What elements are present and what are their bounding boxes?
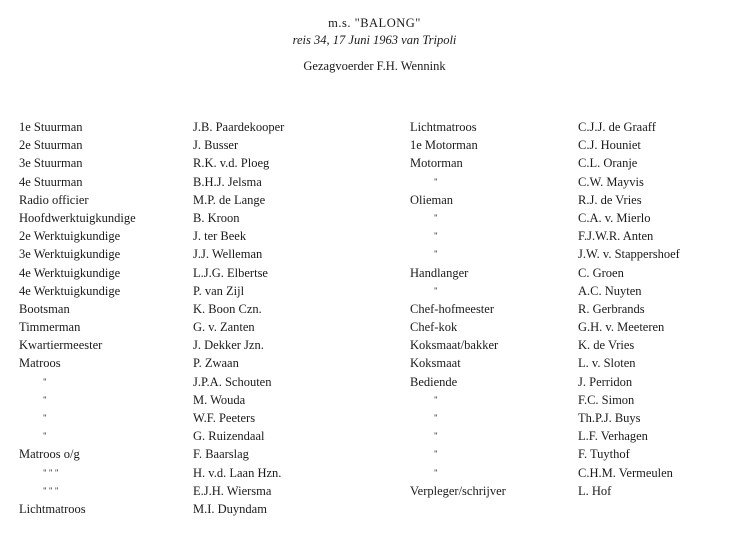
crew-name: L. v. Sloten <box>578 356 636 371</box>
crew-name: J. Busser <box>193 138 239 153</box>
voyage-line: reis 34, 17 Juni 1963 van Tripoli <box>292 33 457 47</box>
ship-name: m.s. "BALONG" <box>328 16 421 30</box>
crew-name: F. Baarslag <box>193 447 249 462</box>
crew-rank: " <box>43 413 47 423</box>
crew-name: C.H.M. Vermeulen <box>578 465 673 480</box>
crew-rank: 4e Stuurman <box>19 174 83 189</box>
crew-rank: " " " <box>43 485 59 496</box>
crew-name: C.J. Houniet <box>578 138 641 153</box>
crew-rank: 1e Stuurman <box>19 120 83 134</box>
crew-rank: 2e Werktuigkundige <box>19 229 121 244</box>
crew-rank: " " " <box>43 467 59 478</box>
crew-name: J.B. Paardekooper <box>193 120 285 134</box>
crew-name: B. Kroon <box>193 210 240 225</box>
crew-rank: " <box>434 431 438 442</box>
crew-name: P. van Zijl <box>193 283 245 298</box>
crew-rank: Matroos o/g <box>19 447 80 462</box>
crew-name: C.L. Oranje <box>578 156 638 171</box>
crew-name: Th.P.J. Buys <box>578 411 641 425</box>
crew-rank: " <box>434 467 438 478</box>
crew-name: C. Groen <box>578 265 624 280</box>
crew-rank: " <box>434 176 438 187</box>
crew-name: B.H.J. Jelsma <box>193 174 262 189</box>
crew-name: J.J. Welleman <box>193 247 263 262</box>
crew-name: J. Perridon <box>578 374 633 389</box>
crew-name: J. Dekker Jzn. <box>193 338 264 353</box>
left-names-column <box>193 118 284 518</box>
crew-name: C.W. Mayvis <box>578 174 644 189</box>
crew-rank: " <box>43 394 47 405</box>
crew-name: L. Hof <box>578 483 612 498</box>
crew-name: G.H. v. Meeteren <box>578 320 665 335</box>
crew-rank: " <box>434 413 438 423</box>
crew-rank: 4e Werktuigkundige <box>19 265 121 280</box>
crew-name: R.K. v.d. Ploeg <box>193 156 270 171</box>
crew-name: R. Gerbrands <box>578 301 645 316</box>
crew-name: L.F. Verhagen <box>578 429 648 444</box>
crew-rank: 2e Stuurman <box>19 138 83 153</box>
crew-rank: Timmerman <box>19 320 81 335</box>
crew-name: J.W. v. Stappershoef <box>578 247 680 262</box>
crew-rank: Lichtmatroos <box>410 120 477 134</box>
crew-name: K. de Vries <box>578 338 635 353</box>
right-ranks-column <box>410 118 506 500</box>
crew-name: R.J. de Vries <box>578 192 642 207</box>
crew-name: C.A. v. Mierlo <box>578 210 651 225</box>
crew-rank: Hoofdwerktuigkundige <box>19 210 136 225</box>
crew-name: P. Zwaan <box>193 356 239 371</box>
crew-rank: Olieman <box>410 192 454 207</box>
crew-rank: Radio officier <box>19 192 89 207</box>
crew-name: J.P.A. Schouten <box>193 374 272 389</box>
crew-rank: Lichtmatroos <box>19 501 86 516</box>
crew-rank: " <box>43 431 47 442</box>
crew-rank: Bootsman <box>19 301 70 316</box>
crew-name: F. Tuythof <box>578 447 630 462</box>
crew-rank: Bediende <box>410 374 458 389</box>
right-names-column <box>578 118 680 500</box>
crew-rank: Chef-hofmeester <box>410 301 494 316</box>
crew-name: M.I. Duyndam <box>193 501 267 516</box>
crew-rank: " <box>434 212 438 223</box>
crew-rank: " <box>434 285 438 296</box>
left-ranks-column <box>19 118 136 518</box>
crew-rank: " <box>434 449 438 460</box>
crew-name: E.J.H. Wiersma <box>193 483 272 498</box>
crew-name: F.C. Simon <box>578 392 635 407</box>
crew-rank: 3e Werktuigkundige <box>19 247 121 262</box>
crew-name: F.J.W.R. Anten <box>578 229 654 244</box>
crew-rank: 4e Werktuigkundige <box>19 283 121 298</box>
crew-name: C.J.J. de Graaff <box>578 120 656 134</box>
crew-rank: Matroos <box>19 356 61 371</box>
crew-rank: " <box>434 394 438 405</box>
crew-rank: Handlanger <box>410 265 469 280</box>
crew-name: G. Ruizendaal <box>193 429 265 444</box>
crew-name: W.F. Peeters <box>193 411 256 425</box>
crew-rank: Koksmaat/bakker <box>410 338 499 353</box>
captain-line: Gezagvoerder F.H. Wennink <box>303 59 446 73</box>
crew-name: M. Wouda <box>193 392 246 407</box>
crew-rank: Kwartiermeester <box>19 338 103 353</box>
crew-rank: Chef-kok <box>410 320 458 335</box>
crew-rank: Motorman <box>410 156 463 171</box>
crew-rank: Koksmaat <box>410 356 461 371</box>
crew-name: K. Boon Czn. <box>193 301 262 316</box>
crew-name: A.C. Nuyten <box>578 283 642 298</box>
crew-name: L.J.G. Elbertse <box>193 265 268 280</box>
crew-rank: " <box>434 231 438 242</box>
crew-name: M.P. de Lange <box>193 192 266 207</box>
crew-rank: " <box>434 249 438 260</box>
crew-rank: 1e Motorman <box>410 138 478 153</box>
crew-name: H. v.d. Laan Hzn. <box>193 465 282 480</box>
crew-rank: Verpleger/schrijver <box>410 483 506 498</box>
crew-rank: " <box>43 376 47 387</box>
document-header <box>0 14 749 75</box>
crew-name: J. ter Beek <box>193 229 247 244</box>
crew-name: G. v. Zanten <box>193 320 255 335</box>
crew-rank: 3e Stuurman <box>19 156 83 171</box>
